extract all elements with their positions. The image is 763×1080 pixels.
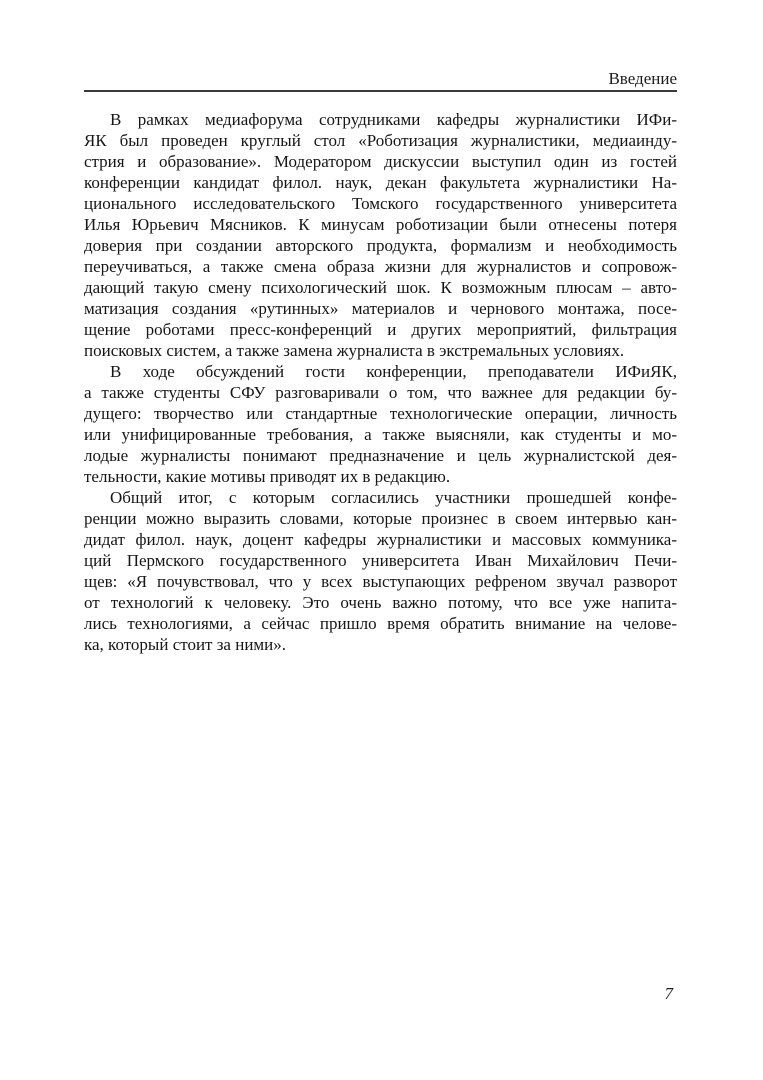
header-rule [84, 90, 677, 92]
text-line: конференции кандидат филол. наук, декан факультета журналистики На- [84, 173, 677, 192]
text-line: щев: «Я почувствовал, что у всех выступающих рефреном звучал разворот [84, 572, 677, 591]
text-line: дущего: творчество или стандартные технологические операции, личность [84, 404, 677, 423]
text-line: дающий такую смену психологический шок. К возможным плюсам – авто- [84, 278, 677, 297]
text-line: тельности, какие мотивы приводят их в редакцию. [84, 467, 451, 486]
text-line: дидат филол. наук, доцент кафедры журналистики и массовых коммуника- [84, 530, 677, 549]
text-line: матизация создания «рутинных» материалов и чернового монтажа, посе- [84, 299, 677, 318]
paragraph [84, 109, 677, 361]
text-line: ционального исследовательского Томского государственного университета [84, 194, 677, 213]
text-line: ЯК был проведен круглый стол «Роботизация журналистики, медиаинду- [84, 131, 677, 150]
text-line: лодые журналисты понимают предназначение и цель журналистской дея- [84, 446, 677, 465]
page-number: 7 [664, 984, 673, 1003]
text-line: ка, который стоит за ними». [84, 635, 287, 654]
text-line: а также студенты СФУ разговаривали о том, что важнее для редакции бу- [84, 383, 677, 402]
text-line: В рамках медиафорума сотрудниками кафедры журналистики ИФи- [110, 110, 677, 129]
text-line: стрия и образование». Модератором дискуссии выступил один из гостей [84, 152, 677, 171]
text-line: В ходе обсуждений гости конференции, преподаватели ИФиЯК, [110, 362, 677, 381]
running-header: Введение [608, 69, 677, 88]
text-line: Общий итог, с которым согласились участники прошедшей конфе- [110, 488, 677, 507]
text-line: или унифицированные требования, а также выясняли, как студенты и мо- [84, 425, 677, 444]
body-text [84, 109, 677, 655]
text-line: доверия при создании авторского продукта, формализм и необходимость [84, 236, 677, 255]
text-line: ренции можно выразить словами, которые произнес в своем интервью кан- [84, 509, 677, 528]
text-line: лись технологиями, а сейчас пришло время обратить внимание на челове- [84, 614, 677, 633]
text-line: Илья Юрьевич Мясников. К минусам роботизации были отнесены потеря [84, 215, 677, 234]
text-line: от технологий к человеку. Это очень важно потому, что все уже напита- [84, 593, 677, 612]
paragraph [84, 487, 677, 655]
text-line: поисковых систем, а также замена журналиста в экстремальных условиях. [84, 341, 625, 360]
text-line: ций Пермского государственного университета Иван Михайлович Печи- [84, 551, 677, 570]
paragraph [84, 361, 677, 487]
text-line: переучиваться, а также смена образа жизни для журналистов и сопровож- [84, 257, 677, 276]
text-line: щение роботами пресс-конференций и других мероприятий, фильтрация [84, 320, 677, 339]
